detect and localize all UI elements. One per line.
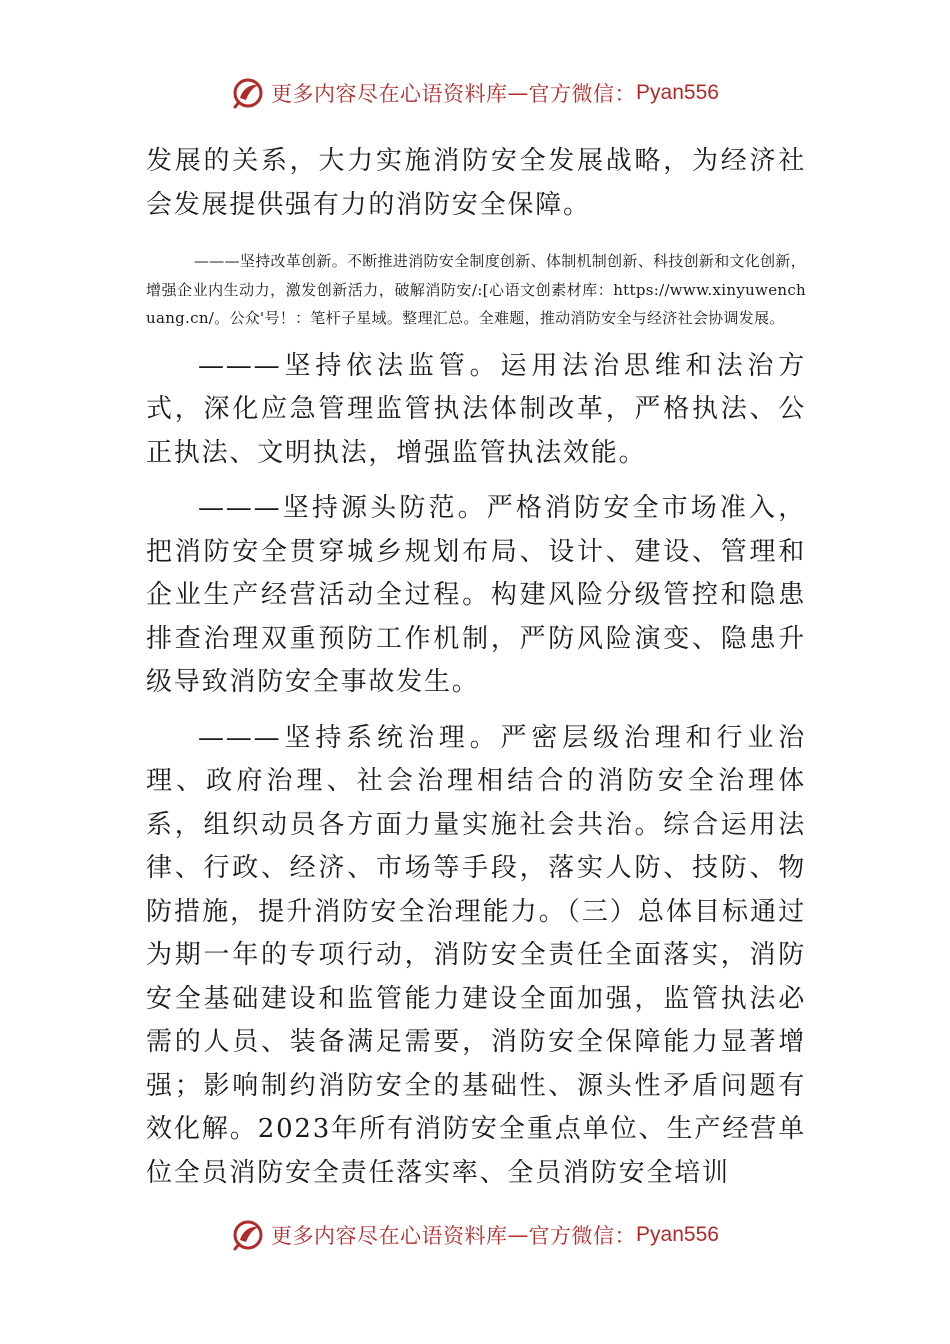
banner-label: 官方微信： — [528, 82, 637, 106]
footer-banner — [0, 1215, 950, 1255]
brand-logo-icon — [231, 76, 265, 110]
banner-label: 官方微信： — [528, 1224, 637, 1248]
paragraph-system-governance: ———坚持系统治理。严密层级治理和行业治理、政府治理、社会治理相结合的消防安全治理体系，组织动员各方面力量实施社会共治。综合运用法律、行政、经济、市场等手段，落实人防、技防、物防措施，提升消防安全治理能力。（三）总体目标通过为期一年的专项行动，消防安全责任全面落实，消防安全基础建设和监管能力建设全面加强，监管执法必需的人员、装备满足需要，消防安全保障能力显著增强；影响制约消防安全的基础性、源头性矛盾问题有效化解。2023年所有消防安全重点单位、生产经营单位全员消防安全责任落实率、全员消防安全培训 — [146, 722, 806, 1188]
paragraph-reform-innovation: ———坚持改革创新。不断推进消防安全制度创新、体制机制创新、科技创新和文化创新，增强企业内生动力，激发创新活力，破解消防安/:[心语文创素材库：https://www.xinyuwenchuang.cn/。公众'号！：笔杆子星域。整理汇总。全难题，推动消防安全与经济社会协调发展。 — [146, 252, 807, 327]
paragraph-source-prevention: ———坚持源头防范。严格消防安全市场准入，把消防安全贯穿城乡规划布局、设计、建设、管理和企业生产经营活动全过程。构建风险分级管控和隐患排查治理双重预防工作机制，严防风险演变、隐患升级导致消防安全事故发生。 — [146, 493, 806, 697]
banner-wechat-id: Pyan556 — [636, 81, 719, 104]
banner-text: 更多内容尽在心语资料库 — [271, 82, 508, 106]
header-banner — [0, 73, 950, 113]
paragraph-law-supervision: ———坚持依法监管。运用法治思维和法治方式，深化应急管理监管执法体制改革，严格执法、公正执法、文明执法，增强监管执法效能。 — [146, 350, 806, 468]
brand-logo-icon — [231, 1218, 265, 1252]
document-body — [146, 140, 806, 1195]
paragraph-development: 发展的关系，大力实施消防安全发展战略，为经济社会发展提供强有力的消防安全保障。 — [146, 146, 806, 220]
banner-separator: — — [507, 1223, 529, 1247]
banner-separator: — — [507, 81, 529, 105]
banner-text: 更多内容尽在心语资料库 — [271, 1224, 508, 1248]
banner-wechat-id: Pyan556 — [636, 1223, 719, 1246]
